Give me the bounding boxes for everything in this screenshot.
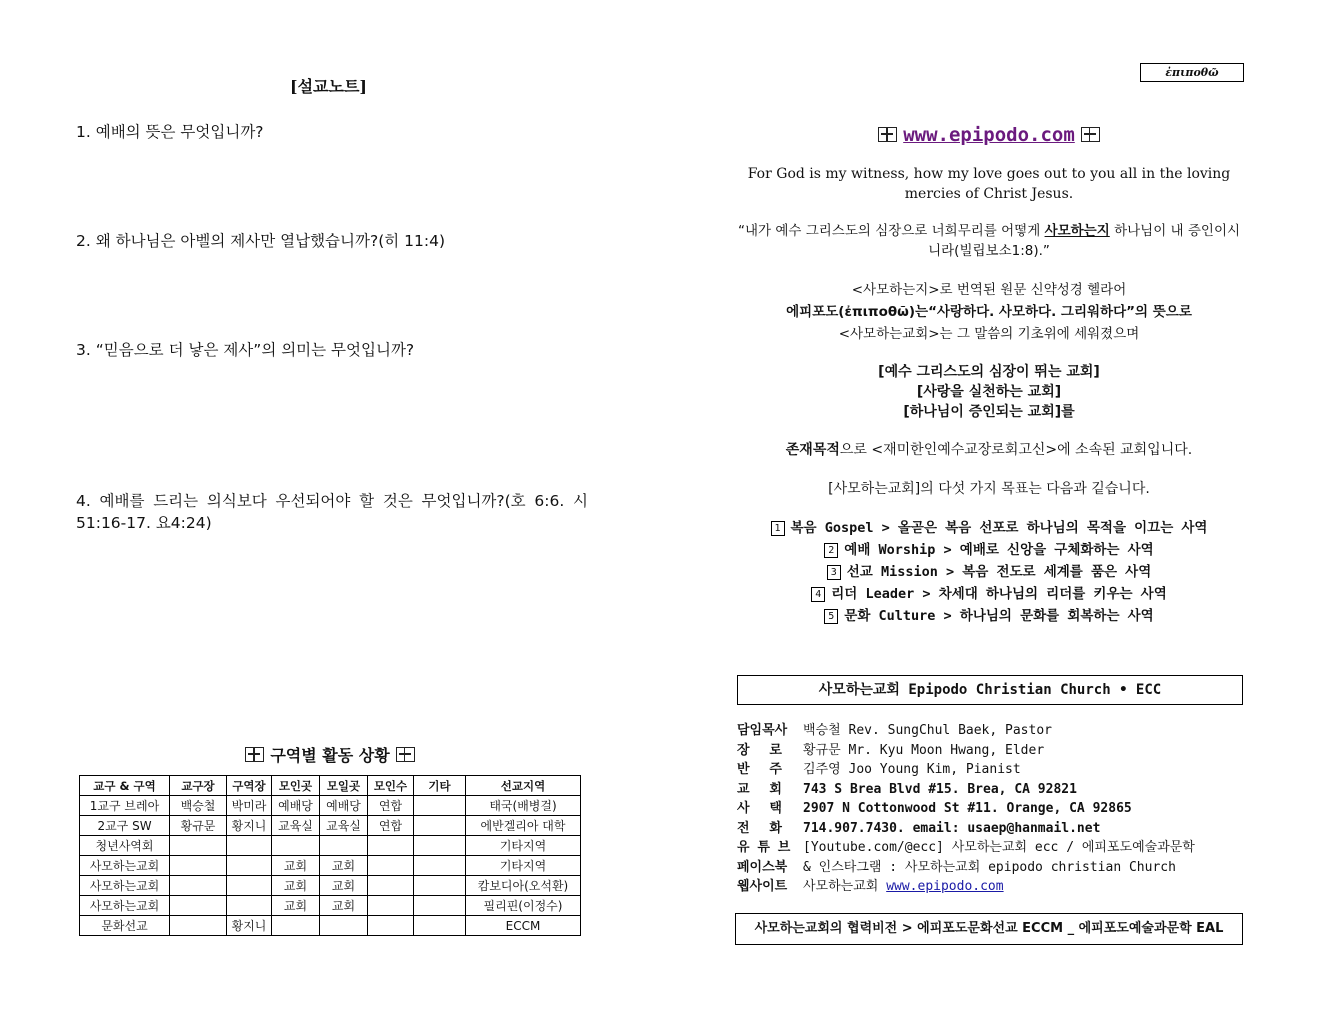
- district-activity-title: [80, 743, 580, 766]
- table-cell: [227, 836, 272, 856]
- church-purpose: [736, 440, 1242, 460]
- table-cell: [414, 916, 466, 936]
- info-row-phone: [737, 819, 1195, 839]
- table-cell: [414, 876, 466, 896]
- info-value: 743 S Brea Blvd #15. Brea, CA 92821: [803, 781, 1077, 797]
- verse-korean-emphasis: 사모하는지: [1044, 223, 1110, 239]
- info-label: 반 주: [737, 762, 788, 777]
- goal-number: 3: [827, 565, 841, 580]
- table-cell: [227, 876, 272, 896]
- goal-item: [736, 539, 1242, 561]
- question-3: 3. “믿음으로 더 낳은 제사”의 의미는 무엇입니까?: [76, 341, 415, 359]
- info-label: 웹사이트: [737, 879, 788, 894]
- table-cell: 교회: [272, 856, 320, 876]
- table-cell: 문화선교: [80, 916, 170, 936]
- table-cell: [368, 896, 414, 916]
- partnership-vision-box: 사모하는교회의 협력비전 > 에피포도문화선교 ECCM _ 에피포도예술과문학 EAL: [735, 913, 1243, 945]
- table-cell: [414, 856, 466, 876]
- district-activity-table: [79, 775, 581, 936]
- info-value: [803, 877, 1004, 897]
- purpose-text: 으로 <재미한인예수교장로회고신>에 소속된 교회입니다.: [839, 442, 1193, 458]
- info-row-website: [737, 877, 1195, 897]
- goal-number: 1: [771, 521, 785, 536]
- info-value: & 인스타그램 : 사모하는교회 epipodo christian Church: [803, 859, 1176, 875]
- info-label: 교 회: [737, 781, 788, 797]
- goal-number: 4: [811, 587, 825, 602]
- table-cell: 사모하는교회: [80, 876, 170, 896]
- greek-word-box: ἐπιποθῶ: [1140, 63, 1244, 82]
- table-cell: [414, 816, 466, 836]
- sermon-notes-title: [설교노트]: [290, 77, 367, 96]
- table-cell: 교회: [272, 896, 320, 916]
- table-cell: [272, 836, 320, 856]
- table-cell: [170, 856, 227, 876]
- cross-box-icon: [1081, 127, 1100, 142]
- church-mottos: [736, 362, 1242, 422]
- website-link[interactable]: www.epipodo.com: [903, 124, 1075, 146]
- table-cell: 박미라: [227, 796, 272, 816]
- district-title-text: 구역별 활동 상황: [270, 746, 390, 765]
- goals-list: [736, 517, 1242, 627]
- info-label: 유 튜 브: [737, 840, 791, 855]
- table-header-row: [80, 776, 581, 796]
- table-cell: 교회: [320, 876, 368, 896]
- info-row-church: [737, 780, 1195, 800]
- header-count: 모인수: [368, 776, 414, 796]
- origin-line: 에피포도(ἐπιποθῶ)는“사랑하다. 사모하다. 그리워하다”의 뜻으로: [786, 304, 1192, 320]
- table-cell: 예배당: [320, 796, 368, 816]
- table-cell: [414, 836, 466, 856]
- info-value: 백승철 Rev. SungChul Baek, Pastor: [803, 723, 1052, 738]
- header-cell-leader: 구역장: [227, 776, 272, 796]
- verse-korean: [736, 221, 1242, 261]
- table-cell: ECCM: [466, 916, 581, 936]
- verse-english: For God is my witness, how my love goes out to you all in the loving mercies of Christ Jesus.: [747, 166, 1231, 202]
- table-cell: [227, 896, 272, 916]
- info-label: 페이스북: [737, 859, 788, 875]
- table-row: [80, 876, 581, 896]
- table-cell: 백승철: [170, 796, 227, 816]
- info-label: 사 택: [737, 801, 788, 816]
- table-cell: [320, 836, 368, 856]
- info-row-pastor: [737, 721, 1195, 741]
- info-label: 담임목사: [737, 723, 788, 738]
- info-value: 황규문 Mr. Kyu Moon Hwang, Elder: [803, 742, 1045, 758]
- table-cell: 청년사역회: [80, 836, 170, 856]
- table-cell: 교육실: [272, 816, 320, 836]
- table-cell: 교회: [320, 896, 368, 916]
- origin-line: <사모하는교회>는 그 말씀의 기초위에 세워졌으며: [838, 326, 1140, 342]
- info-row-elder: [737, 741, 1195, 761]
- info-value: 714.907.7430. email: usaep@hanmail.net: [803, 820, 1101, 836]
- cross-box-icon: [396, 747, 415, 762]
- table-cell: 태국(배병걸): [466, 796, 581, 816]
- table-cell: 필리핀(이정수): [466, 896, 581, 916]
- table-cell: [368, 836, 414, 856]
- info-value: [Youtube.com/@ecc] 사모하는교회 ecc / 에피포도예술과문학: [803, 840, 1195, 855]
- table-cell: [170, 876, 227, 896]
- goal-number: 2: [824, 543, 838, 558]
- info-row-facebook: [737, 858, 1195, 878]
- table-row: [80, 816, 581, 836]
- table-cell: 캄보디아(오석환): [466, 876, 581, 896]
- info-row-pianist: [737, 760, 1195, 780]
- info-label: 장 로: [737, 742, 788, 758]
- table-cell: 교회: [272, 876, 320, 896]
- table-cell: [170, 836, 227, 856]
- table-row: [80, 896, 581, 916]
- table-cell: 황규문: [170, 816, 227, 836]
- table-cell: 교회: [320, 856, 368, 876]
- info-website-prefix: 사모하는교회: [803, 879, 887, 894]
- table-cell: 1교구 브레아: [80, 796, 170, 816]
- header-next-place: 모일곳: [320, 776, 368, 796]
- table-cell: [227, 856, 272, 876]
- word-origin-text: [736, 279, 1242, 345]
- table-cell: 기타지역: [466, 836, 581, 856]
- info-row-residence: [737, 799, 1195, 819]
- goal-text: 문화 Culture > 하나님의 문화를 회복하는 사역: [844, 608, 1154, 624]
- question-1: 1. 예배의 뜻은 무엇입니까?: [76, 123, 264, 141]
- motto: [하나님이 증인되는 교회]를: [903, 404, 1075, 420]
- website-header: [736, 124, 1242, 146]
- goal-text: 예배 Worship > 예배로 신앙을 구체화하는 사역: [844, 542, 1154, 558]
- table-cell: 연합: [368, 816, 414, 836]
- church-name-box: 사모하는교회 Epipodo Christian Church • ECC: [737, 675, 1243, 705]
- church-info: [737, 721, 1195, 897]
- origin-line: <사모하는지>로 번역된 원문 신약성경 헬라어: [851, 282, 1127, 298]
- table-cell: [368, 876, 414, 896]
- table-cell: 에반겔리아 대학: [466, 816, 581, 836]
- question-4: 4. 예배를 드리는 의식보다 우선되어야 할 것은 무엇입니까?(호 6:6. 시 51:16-17. 요4:24): [76, 492, 588, 532]
- info-value: 2907 N Cottonwood St #11. Orange, CA 92865: [803, 801, 1132, 816]
- table-cell: [368, 916, 414, 936]
- table-cell: [272, 916, 320, 936]
- goal-item: [736, 583, 1242, 605]
- table-row: [80, 796, 581, 816]
- table-cell: [368, 856, 414, 876]
- table-row: [80, 856, 581, 876]
- goal-text: 복음 Gospel > 올곧은 복음 선포로 하나님의 목적을 이끄는 사역: [790, 520, 1208, 536]
- table-cell: 2교구 SW: [80, 816, 170, 836]
- goals-intro: [사모하는교회]의 다섯 가지 목표는 다음과 깉습니다.: [828, 481, 1150, 497]
- goal-text: 선교 Mission > 복음 전도로 세계를 품은 사역: [846, 564, 1152, 580]
- table-cell: 교육실: [320, 816, 368, 836]
- goal-item: [736, 561, 1242, 583]
- header-district: 교구 & 구역: [80, 776, 170, 796]
- table-cell: 기타지역: [466, 856, 581, 876]
- verse-korean-pre: “내가 예수 그리스도의 심장으로 너희무리를 어떻게: [737, 223, 1045, 239]
- info-website-link[interactable]: www.epipodo.com: [886, 879, 1004, 894]
- info-value: 김주영 Joo Young Kim, Pianist: [803, 762, 1021, 777]
- table-cell: [170, 896, 227, 916]
- info-row-youtube: [737, 838, 1195, 858]
- cross-box-icon: [245, 747, 264, 762]
- header-district-leader: 교구장: [170, 776, 227, 796]
- table-cell: [170, 916, 227, 936]
- goal-number: 5: [824, 609, 838, 624]
- cross-box-icon: [878, 127, 897, 142]
- table-cell: 연합: [368, 796, 414, 816]
- goal-item: [736, 605, 1242, 627]
- table-cell: 사모하는교회: [80, 896, 170, 916]
- info-label: 전 화: [737, 820, 788, 836]
- header-other: 기타: [414, 776, 466, 796]
- table-cell: [320, 916, 368, 936]
- question-2: 2. 왜 하나님은 아벨의 제사만 열납했습니까?(히 11:4): [76, 232, 445, 250]
- table-cell: [414, 796, 466, 816]
- motto: [예수 그리스도의 심장이 뛰는 교회]: [878, 364, 1100, 380]
- table-cell: 황지니: [227, 816, 272, 836]
- table-cell: [414, 896, 466, 916]
- goal-item: [736, 517, 1242, 539]
- purpose-bold: 존재목적: [785, 442, 840, 458]
- table-cell: 황지니: [227, 916, 272, 936]
- verse-korean-post: 하나님이 내 증인이시니라(빌립보소1:8).”: [928, 223, 1241, 259]
- table-row: [80, 836, 581, 856]
- header-met-place: 모인곳: [272, 776, 320, 796]
- goal-text: 리더 Leader > 차세대 하나님의 리더를 키우는 사역: [831, 586, 1167, 602]
- motto: [사랑을 실천하는 교회]: [916, 384, 1062, 400]
- table-cell: 사모하는교회: [80, 856, 170, 876]
- table-cell: 예배당: [272, 796, 320, 816]
- header-mission-region: 선교지역: [466, 776, 581, 796]
- table-row: [80, 916, 581, 936]
